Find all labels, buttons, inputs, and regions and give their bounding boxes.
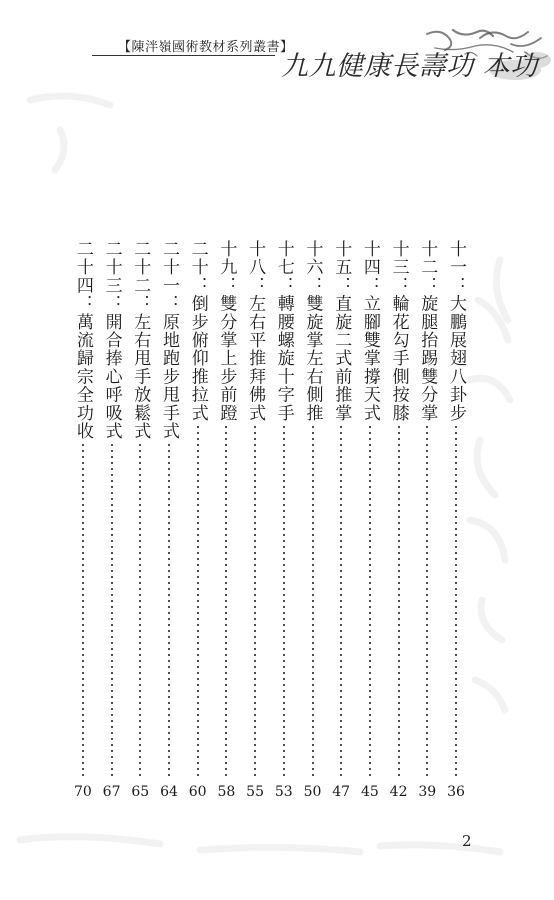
toc-entry — [159, 240, 179, 800]
toc-entry-title: 二十一：原地跑步甩手式 — [159, 240, 179, 441]
toc-leader-dots — [168, 442, 170, 778]
header-calligraphy-area — [275, 24, 554, 84]
toc-leader-dots — [312, 424, 314, 778]
toc-entry-page: 64 — [160, 784, 178, 800]
toc-entry-title: 十一：大鵬展翅八卦步 — [446, 240, 466, 422]
toc-entry — [331, 240, 351, 800]
toc-entry-title: 二十：倒步俯仰推拉式 — [187, 240, 208, 422]
toc-entry — [417, 240, 437, 800]
toc-entry-page: 47 — [332, 784, 351, 800]
toc-entry-page: 50 — [303, 784, 322, 800]
toc-leader-dots — [111, 442, 113, 778]
toc-entry-title: 十九：雙分掌上步前蹬 — [216, 240, 237, 422]
toc-leader-dots — [197, 424, 199, 778]
toc-entry-title: 二十二：左右甩手放鬆式 — [130, 240, 151, 441]
toc-entry-page: 67 — [102, 784, 121, 800]
toc-entry-page: 58 — [217, 784, 236, 800]
toc-entry — [274, 240, 294, 800]
toc-entry-title: 二十三：開合捧心呼吸式 — [101, 240, 122, 441]
toc-entry — [188, 240, 208, 800]
toc-entry — [216, 240, 236, 800]
toc-entry-page: 36 — [447, 784, 465, 800]
toc-entry-page: 39 — [418, 784, 437, 800]
toc-leader-dots — [398, 424, 400, 778]
book-title: 九九健康長壽功 本功 — [281, 51, 538, 82]
toc-entry-title: 十八：左右平推拜佛式 — [245, 240, 266, 422]
toc-entry-page: 45 — [360, 784, 379, 800]
toc-entry-title: 十三：輪花勾手側按膝 — [388, 240, 409, 422]
toc-entry — [446, 240, 466, 800]
toc-entry — [73, 240, 93, 800]
toc-entry — [102, 240, 122, 800]
toc-entry-page: 42 — [389, 784, 408, 800]
toc-entry-title: 十二：旋腿抬踢雙分掌 — [417, 240, 438, 422]
toc-leader-dots — [369, 424, 371, 778]
toc-entry-page: 53 — [274, 784, 293, 800]
toc-leader-dots — [82, 442, 84, 778]
header-rule — [92, 55, 275, 56]
toc-entry-page: 70 — [73, 784, 92, 800]
toc-leader-dots — [225, 424, 227, 778]
toc-leader-dots — [426, 424, 428, 778]
toc-entry-title: 十七：轉腰螺旋十字手 — [273, 240, 294, 422]
toc-entry-title: 十五：直旋二式前推掌 — [331, 240, 352, 422]
toc-entry — [360, 240, 380, 800]
toc-entry-page: 60 — [188, 784, 207, 800]
toc-leader-dots — [254, 424, 256, 778]
toc-leader-dots — [455, 424, 457, 778]
toc-entry-page: 65 — [131, 784, 150, 800]
toc-entry-title: 十六：雙旋掌左右側推 — [302, 240, 323, 422]
toc-leader-dots — [283, 424, 285, 778]
toc-entry — [303, 240, 323, 800]
toc-entry — [130, 240, 150, 800]
toc-leader-dots — [139, 442, 141, 778]
toc-entry-title: 二十四：萬流歸宗全功收 — [72, 240, 93, 441]
table-of-contents — [56, 240, 476, 800]
toc-entry-title: 十四：立腳雙掌撐天式 — [359, 240, 380, 422]
toc-leader-dots — [340, 424, 342, 778]
toc-entry — [389, 240, 409, 800]
page-number: 2 — [462, 832, 472, 850]
toc-entry-page: 55 — [246, 784, 264, 800]
series-title: 【陳泮嶺國術教材系列叢書】 — [118, 40, 294, 55]
toc-entry — [245, 240, 265, 800]
